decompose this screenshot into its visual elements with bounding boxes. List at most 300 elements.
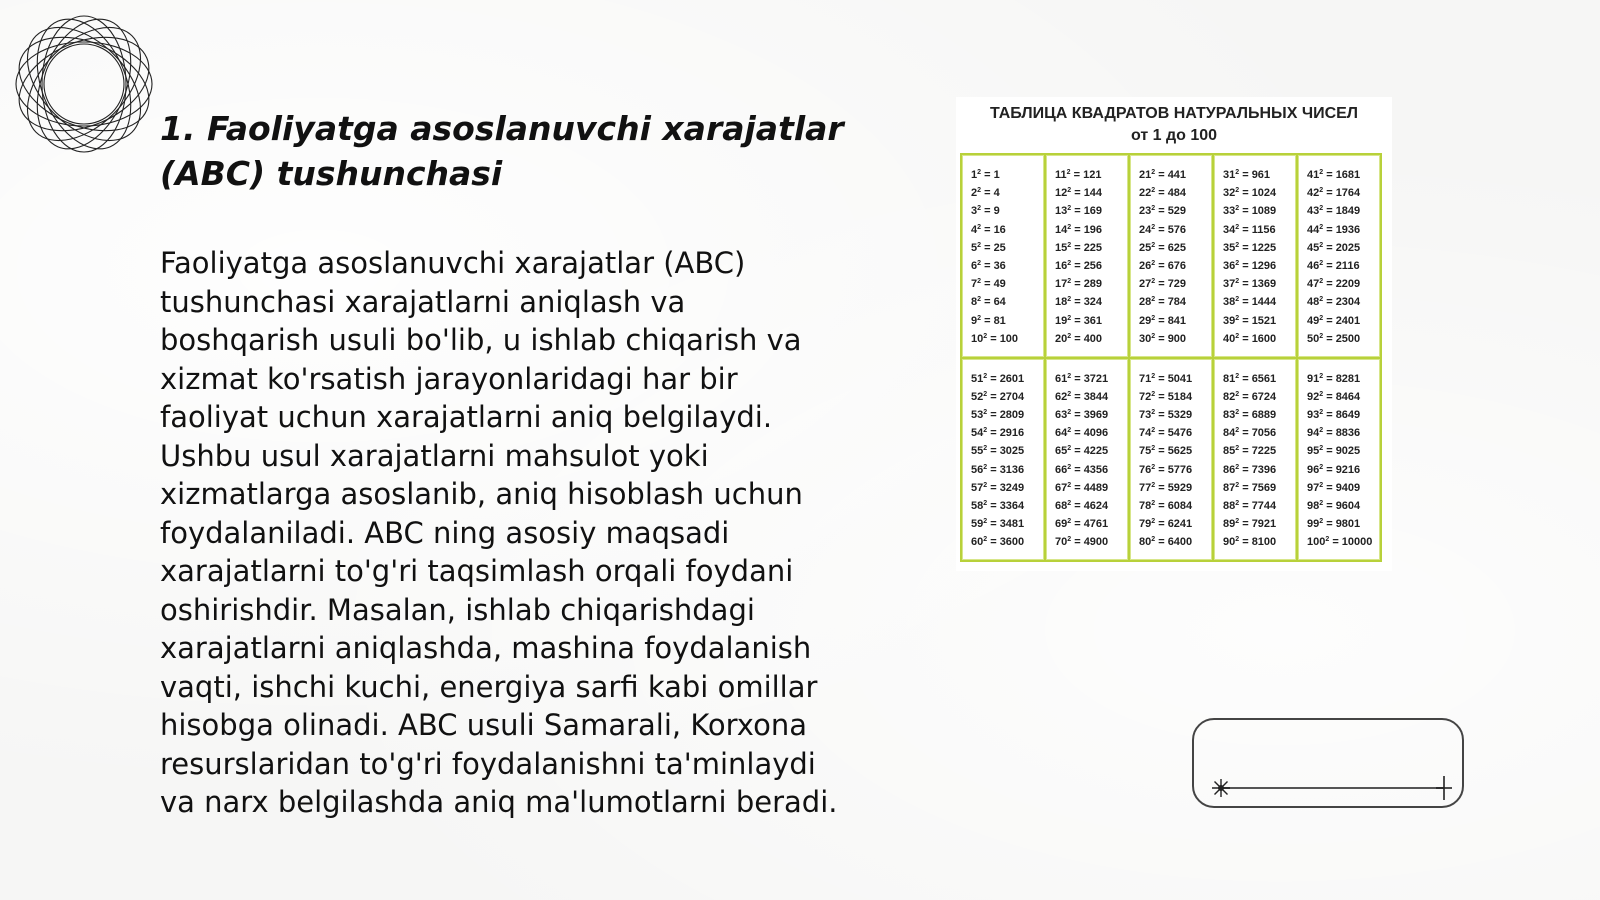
square-entry <box>971 533 1043 551</box>
square-exponent: 2 <box>983 445 988 453</box>
square-base: 30 <box>1139 332 1152 345</box>
square-value: = 7921 <box>1239 518 1277 531</box>
square-exponent: 2 <box>1067 314 1072 322</box>
square-entry <box>1055 184 1127 202</box>
square-base: 77 <box>1139 481 1152 494</box>
square-value: = 64 <box>981 296 1006 309</box>
square-base: 19 <box>1055 314 1068 327</box>
square-exponent: 2 <box>977 278 982 286</box>
square-exponent: 2 <box>1319 518 1324 526</box>
square-exponent: 2 <box>977 241 982 249</box>
square-entry <box>1139 312 1211 330</box>
square-exponent: 2 <box>1319 332 1324 340</box>
square-value: = 121 <box>1070 169 1102 181</box>
square-value: = 784 <box>1155 296 1187 309</box>
square-entry <box>1139 461 1211 479</box>
square-entry <box>1139 533 1211 551</box>
square-entry <box>1307 202 1379 220</box>
square-exponent: 2 <box>1235 332 1240 340</box>
square-value: = 1849 <box>1323 205 1361 218</box>
square-base: 74 <box>1139 427 1152 440</box>
square-value: = 1225 <box>1239 241 1277 254</box>
square-base: 17 <box>1055 278 1068 291</box>
square-value: = 7056 <box>1239 427 1277 440</box>
square-value: = 8281 <box>1323 372 1361 385</box>
square-entry <box>1055 424 1127 442</box>
square-value: = 7396 <box>1239 463 1277 476</box>
square-exponent: 2 <box>1067 372 1072 380</box>
spirograph-ring <box>10 10 158 158</box>
square-entry <box>1307 239 1379 257</box>
square-base: 36 <box>1223 260 1236 273</box>
square-exponent: 2 <box>1319 314 1324 322</box>
square-base: 87 <box>1223 481 1236 494</box>
square-base: 90 <box>1223 536 1236 549</box>
square-exponent: 2 <box>1319 499 1324 507</box>
square-exponent: 2 <box>1235 445 1240 453</box>
square-exponent: 2 <box>983 408 988 416</box>
square-entry <box>1139 424 1211 442</box>
square-entry <box>1223 442 1295 460</box>
square-base: 73 <box>1139 408 1152 421</box>
square-base: 48 <box>1307 296 1320 309</box>
square-value: = 1 <box>981 169 1000 181</box>
square-entry <box>1139 293 1211 311</box>
square-base: 22 <box>1139 187 1152 200</box>
squares-block <box>1214 155 1296 357</box>
square-exponent: 2 <box>1235 372 1240 380</box>
square-base: 18 <box>1055 296 1068 309</box>
square-base: 7 <box>971 278 978 291</box>
square-entry <box>1223 461 1295 479</box>
square-entry <box>1223 221 1295 239</box>
slider-widget[interactable] <box>1192 718 1464 808</box>
square-entry <box>1223 184 1295 202</box>
spirograph-ring <box>16 42 152 126</box>
spirograph-ring <box>10 19 158 149</box>
square-entry <box>1307 497 1379 515</box>
square-base: 82 <box>1223 390 1236 403</box>
spirograph-ring <box>19 10 149 158</box>
square-base: 20 <box>1055 332 1068 345</box>
square-value: = 2304 <box>1323 296 1361 309</box>
square-exponent: 2 <box>983 390 988 398</box>
square-value: = 169 <box>1071 205 1103 218</box>
square-value: = 3600 <box>987 536 1025 549</box>
square-value: = 400 <box>1071 332 1103 345</box>
spirograph-ring <box>19 10 149 158</box>
square-entry <box>1055 406 1127 424</box>
square-base: 24 <box>1139 223 1152 236</box>
square-base: 50 <box>1307 332 1320 345</box>
square-base: 68 <box>1055 499 1068 512</box>
square-value: = 49 <box>981 278 1006 291</box>
square-exponent: 2 <box>1319 408 1324 416</box>
square-entry <box>1139 221 1211 239</box>
squares-block <box>962 155 1044 357</box>
square-exponent: 2 <box>1067 481 1072 489</box>
square-value: = 676 <box>1155 260 1187 273</box>
squares-table-title-line2: от 1 до 100 <box>1130 127 1218 144</box>
square-exponent: 2 <box>1319 372 1324 380</box>
square-exponent: 2 <box>1319 296 1324 304</box>
square-value: = 3364 <box>987 499 1025 512</box>
square-entry <box>971 497 1043 515</box>
square-value: = 4489 <box>1071 481 1109 494</box>
square-base: 88 <box>1223 499 1236 512</box>
square-base: 76 <box>1139 463 1152 476</box>
square-exponent: 2 <box>1067 499 1072 507</box>
square-base: 33 <box>1223 205 1236 218</box>
slider-track[interactable] <box>1220 787 1444 789</box>
square-base: 67 <box>1055 481 1068 494</box>
square-exponent: 2 <box>977 296 982 304</box>
square-exponent: 2 <box>1235 408 1240 416</box>
square-entry <box>1139 479 1211 497</box>
square-entry <box>1055 330 1127 348</box>
square-exponent: 2 <box>977 314 982 322</box>
square-base: 89 <box>1223 518 1236 531</box>
square-exponent: 2 <box>1319 169 1324 176</box>
square-entry <box>1307 442 1379 460</box>
square-entry <box>971 370 1043 388</box>
square-value: = 5776 <box>1155 463 1193 476</box>
square-entry <box>1307 257 1379 275</box>
square-value: = 5625 <box>1155 445 1193 458</box>
square-base: 42 <box>1307 187 1320 200</box>
square-base: 15 <box>1055 241 1068 254</box>
square-entry <box>1223 497 1295 515</box>
square-base: 97 <box>1307 481 1320 494</box>
square-base: 40 <box>1223 332 1236 345</box>
square-value: = 3249 <box>987 481 1025 494</box>
square-value: = 2500 <box>1323 332 1361 345</box>
square-value: = 25 <box>981 241 1006 254</box>
square-base: 58 <box>971 499 984 512</box>
square-entry <box>971 388 1043 406</box>
square-entry <box>971 479 1043 497</box>
square-exponent: 2 <box>1067 187 1072 195</box>
square-exponent: 2 <box>1151 332 1156 340</box>
square-value: = 3721 <box>1071 372 1109 385</box>
square-base: 52 <box>971 390 984 403</box>
square-value: = 4096 <box>1071 427 1109 440</box>
square-base: 8 <box>971 296 978 309</box>
square-value: = 144 <box>1071 187 1103 200</box>
squares-block <box>1046 359 1128 561</box>
square-exponent: 2 <box>1151 241 1156 249</box>
square-entry <box>1139 330 1211 348</box>
square-base: 63 <box>1055 408 1068 421</box>
square-entry <box>1307 515 1379 533</box>
squares-table-title <box>956 103 1392 147</box>
square-exponent: 2 <box>1067 241 1072 249</box>
square-base: 44 <box>1307 223 1320 236</box>
square-entry <box>1223 533 1295 551</box>
square-base: 71 <box>1139 372 1152 385</box>
square-exponent: 2 <box>1235 463 1240 471</box>
square-entry <box>1307 479 1379 497</box>
square-value: = 3136 <box>987 463 1025 476</box>
square-exponent: 2 <box>1151 445 1156 453</box>
square-exponent: 2 <box>1151 518 1156 526</box>
squares-block <box>962 359 1044 561</box>
square-exponent: 2 <box>1319 260 1324 268</box>
spirograph-logo-icon <box>10 10 158 158</box>
square-base: 62 <box>1055 390 1068 403</box>
square-entry <box>1223 312 1295 330</box>
square-value: = 1156 <box>1239 223 1276 236</box>
squares-block <box>1298 359 1380 561</box>
square-exponent: 2 <box>1235 223 1240 231</box>
square-entry <box>1055 202 1127 220</box>
square-exponent: 2 <box>1319 481 1324 489</box>
square-entry <box>1139 184 1211 202</box>
square-value: = 7569 <box>1239 481 1277 494</box>
square-value: = 961 <box>1239 169 1271 181</box>
square-value: = 441 <box>1155 169 1187 181</box>
square-value: = 324 <box>1071 296 1103 309</box>
square-value: = 8836 <box>1323 427 1361 440</box>
square-base: 35 <box>1223 241 1236 254</box>
square-value: = 9216 <box>1323 463 1361 476</box>
square-exponent: 2 <box>1151 481 1156 489</box>
squares-block <box>1214 359 1296 561</box>
square-exponent: 2 <box>1151 499 1156 507</box>
squares-table-image <box>956 97 1392 571</box>
square-entry <box>1139 166 1211 184</box>
square-exponent: 2 <box>1067 296 1072 304</box>
square-entry <box>971 257 1043 275</box>
square-value: = 1369 <box>1239 278 1277 291</box>
square-entry <box>971 275 1043 293</box>
square-entry <box>1307 275 1379 293</box>
square-value: = 361 <box>1071 314 1103 327</box>
square-base: 69 <box>1055 518 1068 531</box>
square-entry <box>1307 370 1379 388</box>
square-exponent: 2 <box>1067 408 1072 416</box>
square-base: 93 <box>1307 408 1320 421</box>
square-exponent: 2 <box>1319 390 1324 398</box>
square-exponent: 2 <box>1319 187 1324 195</box>
square-exponent: 2 <box>1151 205 1156 213</box>
square-exponent: 2 <box>1319 445 1324 453</box>
square-base: 46 <box>1307 260 1320 273</box>
square-exponent: 2 <box>1151 314 1156 322</box>
square-entry <box>971 221 1043 239</box>
square-entry <box>1307 166 1379 184</box>
square-exponent: 2 <box>1235 169 1240 176</box>
square-exponent: 2 <box>1151 278 1156 286</box>
square-entry <box>971 461 1043 479</box>
square-exponent: 2 <box>977 223 982 231</box>
square-value: = 8649 <box>1323 408 1361 421</box>
square-base: 83 <box>1223 408 1236 421</box>
square-value: = 100 <box>987 332 1019 345</box>
square-base: 64 <box>1055 427 1068 440</box>
square-value: = 9604 <box>1323 499 1361 512</box>
squares-block <box>1298 155 1380 357</box>
square-value: = 2704 <box>987 390 1025 403</box>
square-exponent: 2 <box>1151 223 1156 231</box>
square-base: 78 <box>1139 499 1152 512</box>
square-base: 51 <box>971 372 984 385</box>
square-base: 39 <box>1223 314 1236 327</box>
square-base: 66 <box>1055 463 1068 476</box>
square-exponent: 2 <box>1319 427 1324 435</box>
square-value: = 16 <box>981 223 1006 236</box>
square-exponent: 2 <box>977 260 982 268</box>
square-exponent: 2 <box>977 169 982 176</box>
square-value: = 1024 <box>1239 187 1277 200</box>
square-entry <box>1139 497 1211 515</box>
square-exponent: 2 <box>1235 427 1240 435</box>
square-base: 59 <box>971 518 984 531</box>
square-value: = 4761 <box>1071 518 1109 531</box>
square-entry <box>1307 184 1379 202</box>
spirograph-ring <box>10 10 158 158</box>
square-value: = 6400 <box>1155 536 1193 549</box>
square-exponent: 2 <box>1235 296 1240 304</box>
square-entry <box>971 202 1043 220</box>
square-exponent: 2 <box>1319 241 1324 249</box>
square-value: = 4900 <box>1071 536 1109 549</box>
square-base: 41 <box>1307 169 1320 181</box>
square-value: = 8464 <box>1323 390 1361 403</box>
square-value: = 2116 <box>1323 260 1360 273</box>
square-value: = 900 <box>1155 332 1187 345</box>
square-exponent: 2 <box>1151 187 1156 195</box>
square-base: 86 <box>1223 463 1236 476</box>
square-base: 75 <box>1139 445 1152 458</box>
square-exponent: 2 <box>1067 332 1072 340</box>
square-entry <box>1139 275 1211 293</box>
square-value: = 36 <box>981 260 1006 273</box>
square-base: 92 <box>1307 390 1320 403</box>
square-entry <box>1139 370 1211 388</box>
square-exponent: 2 <box>1067 278 1072 286</box>
square-exponent: 2 <box>1067 445 1072 453</box>
square-exponent: 2 <box>983 332 988 340</box>
square-base: 94 <box>1307 427 1320 440</box>
square-exponent: 2 <box>983 372 988 380</box>
square-value: = 256 <box>1071 260 1103 273</box>
square-value: = 2401 <box>1323 314 1361 327</box>
square-base: 57 <box>971 481 984 494</box>
square-exponent: 2 <box>1235 390 1240 398</box>
square-base: 5 <box>971 241 978 254</box>
square-entry <box>1139 406 1211 424</box>
square-exponent: 2 <box>1151 260 1156 268</box>
square-value: = 7225 <box>1239 445 1277 458</box>
square-exponent: 2 <box>1235 499 1240 507</box>
square-base: 61 <box>1055 372 1068 385</box>
square-entry <box>1307 406 1379 424</box>
square-entry <box>971 166 1043 184</box>
square-exponent: 2 <box>1319 278 1324 286</box>
square-value: = 1444 <box>1239 296 1277 309</box>
square-value: = 9025 <box>1323 445 1361 458</box>
square-entry <box>1223 330 1295 348</box>
square-base: 10 <box>971 332 984 345</box>
square-entry <box>1139 239 1211 257</box>
square-base: 65 <box>1055 445 1068 458</box>
square-exponent: 2 <box>1151 408 1156 416</box>
square-base: 45 <box>1307 241 1320 254</box>
sparkle-icon[interactable] <box>1210 777 1232 799</box>
square-value: = 9409 <box>1323 481 1361 494</box>
square-base: 6 <box>971 260 978 273</box>
square-exponent: 2 <box>1319 205 1324 213</box>
square-base: 38 <box>1223 296 1236 309</box>
square-value: = 2601 <box>987 372 1025 385</box>
square-entry <box>1223 515 1295 533</box>
square-value: = 3481 <box>987 518 1025 531</box>
square-base: 34 <box>1223 223 1236 236</box>
square-base: 16 <box>1055 260 1068 273</box>
slide-title: 1. Faoliyatga asoslanuvchi xarajatlar (ABC) tushunchasi <box>160 109 844 193</box>
square-exponent: 2 <box>1319 463 1324 471</box>
square-entry <box>1055 442 1127 460</box>
square-exponent: 2 <box>983 427 988 435</box>
square-value: = 1764 <box>1323 187 1361 200</box>
square-exponent: 2 <box>983 518 988 526</box>
square-entry <box>1223 166 1295 184</box>
square-value: = 6889 <box>1239 408 1277 421</box>
square-exponent: 2 <box>983 536 988 544</box>
square-base: 95 <box>1307 445 1320 458</box>
crosshair-plus-icon[interactable] <box>1430 774 1458 802</box>
square-entry <box>1139 257 1211 275</box>
square-value: = 729 <box>1155 278 1187 291</box>
square-entry <box>1055 221 1127 239</box>
square-entry <box>971 330 1043 348</box>
square-base: 85 <box>1223 445 1236 458</box>
square-entry <box>1055 166 1127 184</box>
squares-table-title-line1: ТАБЛИЦА КВАДРАТОВ НАТУРАЛЬНЫХ ЧИСЕЛ <box>989 105 1359 122</box>
square-entry <box>1139 515 1211 533</box>
square-base: 28 <box>1139 296 1152 309</box>
square-entry <box>1223 293 1295 311</box>
square-exponent: 2 <box>1067 536 1072 544</box>
square-entry <box>1223 370 1295 388</box>
square-value: = 4225 <box>1071 445 1109 458</box>
square-exponent: 2 <box>1235 187 1240 195</box>
square-entry <box>1139 388 1211 406</box>
square-exponent: 2 <box>977 205 982 213</box>
square-entry <box>1055 293 1127 311</box>
square-exponent: 2 <box>1067 260 1072 268</box>
square-entry <box>1223 257 1295 275</box>
squares-block <box>1130 155 1212 357</box>
square-entry <box>1055 370 1127 388</box>
square-exponent: 2 <box>1151 169 1156 176</box>
square-value: = 4 <box>981 187 1000 200</box>
square-entry <box>1307 312 1379 330</box>
square-value: = 5041 <box>1155 372 1193 385</box>
square-exponent: 2 <box>1067 427 1072 435</box>
square-exponent: 2 <box>1067 390 1072 398</box>
square-entry <box>1223 202 1295 220</box>
square-exponent: 2 <box>1235 536 1240 544</box>
square-base: 84 <box>1223 427 1236 440</box>
spirograph-ring <box>10 19 158 149</box>
square-base: 1 <box>971 169 978 181</box>
square-value: = 9801 <box>1323 518 1361 531</box>
square-base: 37 <box>1223 278 1236 291</box>
square-entry <box>971 442 1043 460</box>
square-base: 49 <box>1307 314 1320 327</box>
